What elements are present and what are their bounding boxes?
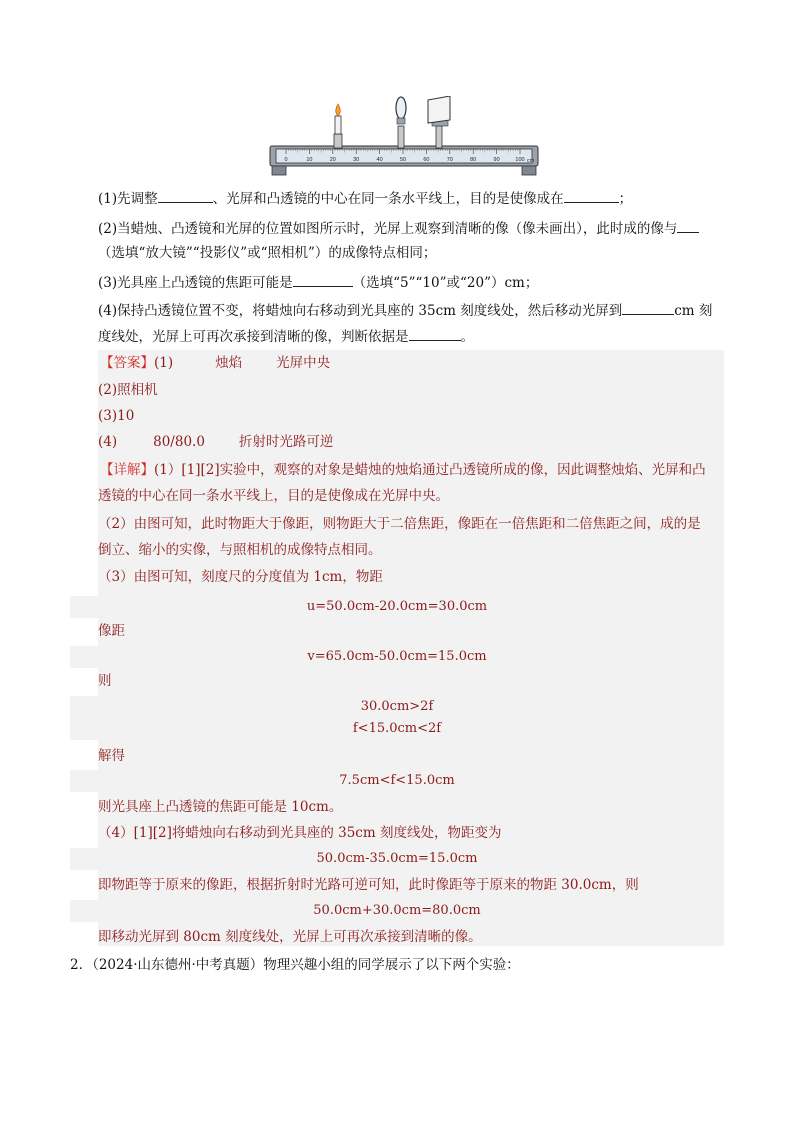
- formula-new-object-distance: 50.0cm-35.0cm=15.0cm: [316, 851, 478, 866]
- next-question: 2．（2024·山东德州·中考真题）物理兴趣小组的同学展示了以下两个实验：: [70, 957, 520, 973]
- detail-p1-line-1: [100, 461, 706, 479]
- q3-text-a: (3)光具座上凸透镜的焦距可能是: [98, 275, 293, 291]
- answer-1-part-2: 光屏中央: [276, 355, 331, 371]
- q1-blank-2[interactable]: [564, 188, 619, 203]
- formula-focal-range: 7.5cm<f<15.0cm: [339, 773, 455, 788]
- detail-p3-b: 则光具座上凸透镜的焦距可能是 10cm。: [98, 799, 343, 815]
- q4-text-d: 。: [460, 329, 474, 345]
- answer-1-part-1: 烛焰: [215, 355, 243, 371]
- q4-blank-1[interactable]: [622, 300, 674, 315]
- answer-1-num: (1): [154, 355, 174, 371]
- q1-text-c: ；: [618, 191, 633, 207]
- answer-line-1: [100, 354, 330, 372]
- detail-p1-b: 透镜的中心在同一条水平线上，目的是使像成在光屏中央。: [98, 488, 449, 504]
- ruler-tick-label: 50: [399, 157, 407, 163]
- q1-blank-1[interactable]: [158, 188, 213, 203]
- answer-tag: 【答案】: [100, 355, 154, 371]
- q4-blank-2[interactable]: [409, 326, 461, 341]
- optical-bench-figure: [264, 96, 544, 178]
- q1-text-a: (1)先调整: [98, 191, 158, 207]
- detail-solve-label: 解得: [98, 748, 125, 764]
- q2-text-a: (2)当蜡烛、凸透镜和光屏的位置如图所示时，光屏上观察到清晰的像（像未画出），此时成的像与: [98, 221, 678, 237]
- q4-text-a: (4)保持凸透镜位置不变，将蜡烛向右移动到光具座的 35cm 刻度线处，然后移动光屏到: [98, 303, 623, 319]
- ruler-tick-label: 30: [353, 157, 360, 163]
- question-4-line-2: [98, 326, 474, 346]
- ruler-tick-label: 90: [493, 157, 500, 163]
- formula-inequality-1: 30.0cm>2f: [360, 699, 434, 714]
- formula-inequality-2: f<15.0cm<2f: [352, 721, 442, 736]
- q2-text-b: （选填“放大镜”“投影仪”或“照相机”）的成像特点相同；: [98, 245, 437, 261]
- answer-4-part-2: 折射时光路可逆: [238, 434, 334, 450]
- ruler-tick-label: 70: [446, 157, 453, 163]
- ruler-tick-label: 20: [329, 157, 336, 163]
- ruler-tick-label: 0: [284, 157, 288, 163]
- answer-4: [98, 433, 333, 451]
- detail-p4-c: 即移动光屏到 80cm 刻度线处，光屏上可再次承接到清晰的像。: [98, 929, 482, 945]
- q4-text-c: 度线处，光屏上可再次承接到清晰的像，判断依据是: [98, 329, 409, 345]
- answer-3: (3)10: [98, 408, 135, 424]
- question-2-line-1: [98, 218, 699, 238]
- answer-4-part-1: 80/80.0: [153, 434, 205, 450]
- ruler-tick-label: 10: [306, 157, 313, 163]
- ruler-unit: cm: [527, 158, 535, 164]
- formula-object-distance: u=50.0cm-20.0cm=30.0cm: [306, 599, 488, 614]
- question-2-line-2: [98, 244, 436, 262]
- question-1: [98, 188, 632, 208]
- q3-text-b: （选填“5”“10”或“20”）cm；: [352, 275, 539, 291]
- q2-blank[interactable]: [677, 218, 699, 233]
- ruler-tick-label: 80: [470, 157, 477, 163]
- q1-text-b: 、光屏和凸透镜的中心在同一条水平线上，目的是使像成在: [212, 191, 564, 207]
- detail-then-label: 则: [98, 673, 112, 689]
- detail-image-distance-label: 像距: [98, 623, 125, 639]
- answer-2: (2)照相机: [98, 382, 158, 398]
- ruler-tick-label: 100: [515, 157, 525, 163]
- question-3: [98, 272, 538, 292]
- detail-p1-a: (1）[1][2]实验中，观察的对象是蜡烛的烛焰通过凸透镜所成的像，因此调整烛焰、光屏和凸: [154, 462, 706, 478]
- detail-p2-a: （2）由图可知，此时物距大于像距，则物距大于二倍焦距，像距在一倍焦距和二倍焦距之间，成的是: [98, 516, 701, 532]
- answer-4-num: (4): [98, 434, 118, 450]
- ruler-tick-label: 40: [376, 157, 383, 163]
- detail-p2-b: 倒立、缩小的实像，与照相机的成像特点相同。: [98, 542, 382, 558]
- detail-tag: 【详解】: [100, 462, 154, 478]
- ruler-tick-label: 60: [423, 157, 430, 163]
- q3-blank[interactable]: [293, 272, 353, 287]
- q4-text-b: cm 刻: [674, 303, 713, 319]
- detail-p3-a: （3）由图可知，刻度尺的分度值为 1cm，物距: [98, 569, 383, 585]
- formula-new-image-position: 50.0cm+30.0cm=80.0cm: [313, 903, 481, 918]
- detail-p4-a: （4）[1][2]将蜡烛向右移动到光具座的 35cm 刻度线处，物距变为: [98, 825, 502, 841]
- detail-p4-b: 即物距等于原来的像距，根据折射时光路可逆可知，此时像距等于原来的物距 30.0cm，则: [98, 877, 639, 893]
- formula-image-distance: v=65.0cm-50.0cm=15.0cm: [307, 649, 487, 664]
- question-4-line-1: [98, 300, 712, 320]
